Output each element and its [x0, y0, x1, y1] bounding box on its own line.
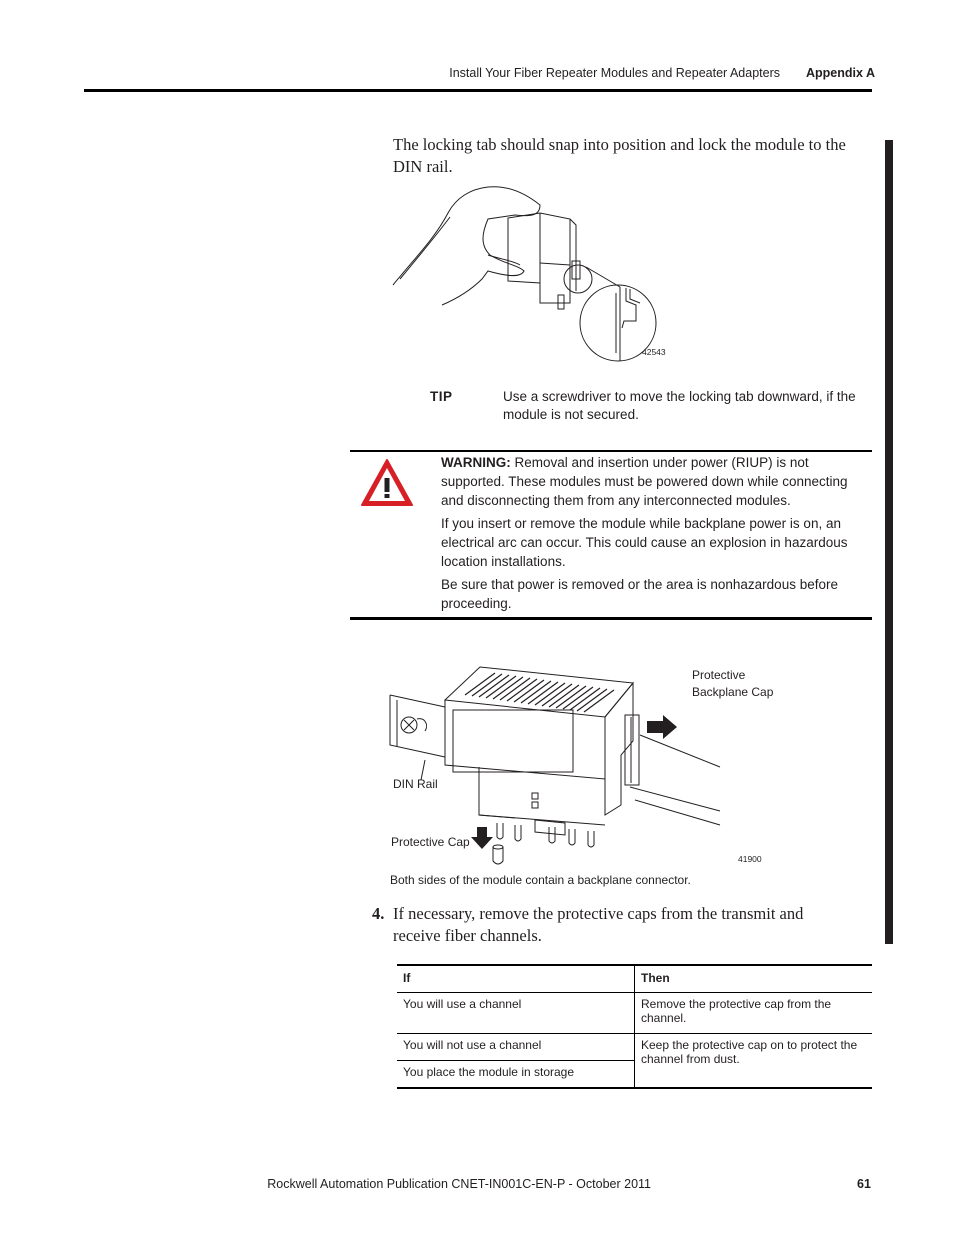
locking-tab-figure	[390, 183, 710, 368]
warning-paragraph-3: Be sure that power is removed or the area is nonhazardous before proceeding.	[441, 577, 838, 611]
table-header-then: Then	[635, 965, 873, 993]
table-cell-then: Remove the protective cap from the channel.	[635, 993, 873, 1034]
tip-label: TIP	[430, 389, 453, 404]
footer-page-number: 61	[857, 1177, 871, 1191]
running-header-appendix: Appendix A	[806, 66, 875, 80]
warning-paragraph-1	[441, 453, 873, 510]
warning-triangle-icon	[360, 458, 414, 508]
warning-paragraph-2: If you insert or remove the module while backplane power is on, an electrical arc can occur. This could cause an explosion in hazardous location installations.	[441, 516, 848, 569]
figure1-number: 42543	[642, 347, 666, 357]
if-then-table	[397, 964, 872, 1089]
table-cell-if: You place the module in storage	[397, 1061, 635, 1089]
warning-text	[441, 453, 873, 617]
footer-publication: Rockwell Automation Publication CNET-IN001C-EN-P - October 2011	[267, 1177, 651, 1191]
tip-text: Use a screwdriver to move the locking tab downward, if the module is not secured.	[503, 389, 856, 422]
table-header-if: If	[397, 965, 635, 993]
running-header-title: Install Your Fiber Repeater Modules and Repeater Adapters	[449, 66, 780, 80]
label-protective-backplane-cap: Protective Backplane Cap	[692, 668, 774, 699]
table-header-row	[397, 965, 872, 993]
warning-bottom-rule	[350, 617, 872, 620]
chapter-side-bar	[885, 140, 893, 944]
intro-paragraph: The locking tab should snap into position and lock the module to the DIN rail.	[393, 135, 846, 176]
figure2-number: 41900	[738, 854, 762, 864]
figure2-caption: Both sides of the module contain a backplane connector.	[390, 873, 691, 887]
warning-top-rule	[350, 450, 872, 452]
label-protective-cap: Protective Cap	[391, 835, 470, 849]
label-din-rail: DIN Rail	[393, 777, 438, 791]
table-cell-then: Keep the protective cap on to protect the channel from dust.	[635, 1034, 873, 1089]
table-row	[397, 993, 872, 1034]
warning-text-1: Removal and insertion under power (RIUP) is not supported. These modules must be powered down while connecting and disconnecting them from any interconnected modules.	[441, 455, 848, 508]
warning-label: WARNING:	[441, 455, 511, 470]
table-cell-if: You will use a channel	[397, 993, 635, 1034]
step-4-text: If necessary, remove the protective caps from the transmit and receive fiber channels.	[393, 904, 804, 945]
table-cell-if: You will not use a channel	[397, 1034, 635, 1061]
step-4-number: 4.	[372, 904, 385, 923]
header-rule	[84, 89, 872, 92]
table-row	[397, 1034, 872, 1061]
